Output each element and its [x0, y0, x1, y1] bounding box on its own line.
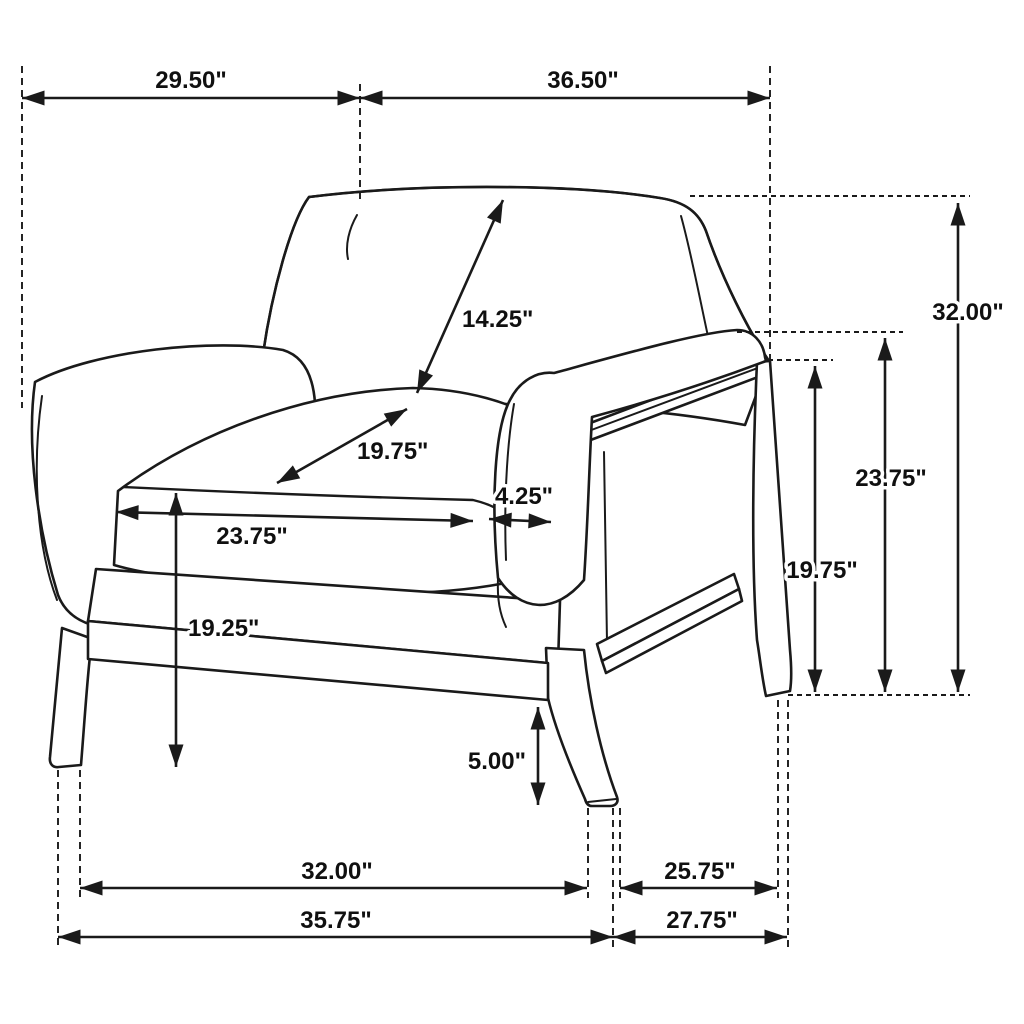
dim-label-19-75-seat: 19.75": [357, 438, 429, 465]
dim-label-14-25: 14.25": [462, 306, 534, 333]
dim-overall-depth: [613, 907, 787, 937]
dim-label-36-50: 36.50": [547, 67, 619, 94]
dim-label-5-00: 5.00": [467, 748, 526, 775]
armchair-drawing: [32, 187, 791, 806]
dim-label-29-50: 29.50": [155, 67, 227, 94]
dim-label-23-75-seat: 23.75": [216, 523, 288, 550]
dim-leg-clearance: [468, 707, 538, 805]
dim-label-19-25: 19.25": [188, 615, 260, 642]
rear-post-leg: [753, 361, 791, 696]
dim-base-width: [80, 858, 587, 888]
dim-side-base-depth: [620, 858, 777, 888]
dim-overall-height: [932, 203, 1003, 692]
dim-label-32-00-right: 32.00": [932, 299, 1004, 326]
dim-label-27-75: 27.75": [666, 907, 738, 934]
dim-top-width-right: [360, 67, 770, 98]
dim-label-23-75-right: 23.75": [855, 465, 927, 492]
side-panel-edge: [604, 452, 607, 642]
dim-overall-width: [58, 907, 613, 937]
front-left-leg: [50, 628, 91, 767]
side-stretcher: [597, 574, 739, 661]
dim-label-19-75-right: 19.75": [786, 557, 858, 584]
dim-label-35-75: 35.75": [300, 907, 372, 934]
dim-label-4-25: 4.25": [494, 483, 554, 510]
dim-frame-height: [786, 366, 857, 692]
dim-arm-height: [855, 338, 926, 692]
dim-back-width-top: [22, 67, 360, 98]
dim-label-25-75: 25.75": [664, 858, 736, 885]
dim-label-32-00-bottom: 32.00": [301, 858, 373, 885]
